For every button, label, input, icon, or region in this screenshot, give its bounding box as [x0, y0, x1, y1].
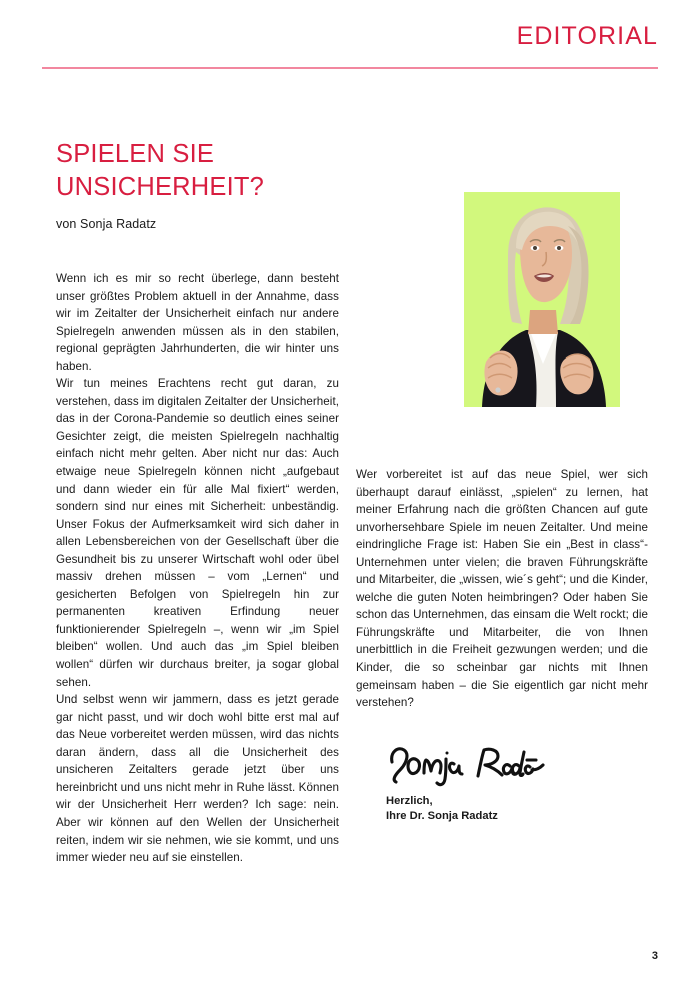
signature-block [386, 740, 626, 823]
paragraph: Wir tun meines Erachtens recht gut daran, zu verstehen, dass im digitalen Zeitalter der Unsicherheit, das in der Corona-Pandemie so deutlich eines seiner Gesichter zeigt, die meisten Spielregeln nachhaltig einfach nicht mehr gelten. Aber nicht nur das: Auch etwaige neue Spielregeln können nicht „aufgebaut und dann wieder ein für alle Mal fixiert“ werden, sondern sind nur eines mit Sicherheit: unbeständig. Unser Fokus der Aufmerksamkeit wird sich daher in allen Lebensbereichen von der Gesellschaft über die Gesundheit bis zu unserer Wirtschaft wohl oder übel massiv drehen müssen – vom „Lernen“ und gesicherten Befolgen von Spielregeln hin zur permanenten kreativen Erfindung neuer funktionierender Spielregeln –, wenn wir „im Spiel bleiben“ wollen. Und auch das „im Spiel bleiben wollen“ dürfen wir durchaus breiter, ja sogar global sehen. [56, 377, 339, 689]
title-block [56, 138, 356, 231]
closing-line-1: Herzlich, [386, 795, 433, 807]
paragraph: Und selbst wenn wir jammern, dass es jetzt gerade gar nicht passt, und wir doch wohl bitte erst mal auf das Neue vorbereitet werden müssen, wird das nichts daran ändern, dass all die Unsicherheit des unsicheren Zeitalters gerade jetzt über uns hereinbricht und uns nicht mehr in Ruhe lässt. Können wir der Unsicherheit Herr werden? Ich sage: nein. Aber wir können auf den Wellen der Unsicherheit reiten, indem wir sie nehmen, wie sie kommt, und uns immer wieder neu auf sie einstellen. [56, 693, 339, 865]
paragraph: Wenn ich es mir so recht überlege, dann besteht unser größtes Problem aktuell in der Annahme, dass wir im Zeitalter der Unsicherheit einfach nur andere Spielregeln anwenden müssen als in den stabilen, regional geprägten Jahrhunderten, die wir hinter uns haben. [56, 272, 339, 373]
page-title [56, 138, 356, 204]
paragraph: Wer vorbereitet ist auf das neue Spiel, wer sich überhaupt darauf einlässt, „spielen“ zu lernen, hat meiner Erfahrung nach die größten Chancen auf gute unvorhersehbare Spiele im neuen Zeitalter. Und meine eindringliche Frage ist: Haben Sie ein „Best in class“-Unternehmen unter vielen; die braven Führungskräfte und Mitarbeiter, die „wissen, wie´s geht“; und die Kinder, welche die guten Noten heimbringen? Oder haben Sie schon das Unternehmen, das einsam die Welt rockt; die Führungskräfte und Mitarbeiter, die von Ihnen unerbittlich in die Freiheit gezwungen werden; und die Kinder, die so scheinbar gar nichts mit Ihnen gemeinsam haben – die Sie eigentlich gar nicht mehr verstehen? [356, 468, 648, 710]
signature-closing [386, 794, 626, 823]
section-label: EDITORIAL [516, 22, 658, 50]
header-divider [42, 67, 658, 69]
body-column-right [356, 466, 648, 712]
page-number: 3 [651, 950, 658, 962]
handwritten-signature-icon [386, 740, 546, 788]
page-header [42, 24, 658, 72]
title-line-2: UNSICHERHEIT? [56, 173, 265, 201]
article-byline: von Sonja Radatz [56, 217, 157, 231]
title-line-1: SPIELEN SIE [56, 140, 215, 168]
author-photo [464, 192, 620, 407]
body-column-left [56, 270, 339, 867]
closing-line-2: Ihre Dr. Sonja Radatz [386, 809, 498, 822]
author-portrait-illustration [464, 192, 620, 407]
